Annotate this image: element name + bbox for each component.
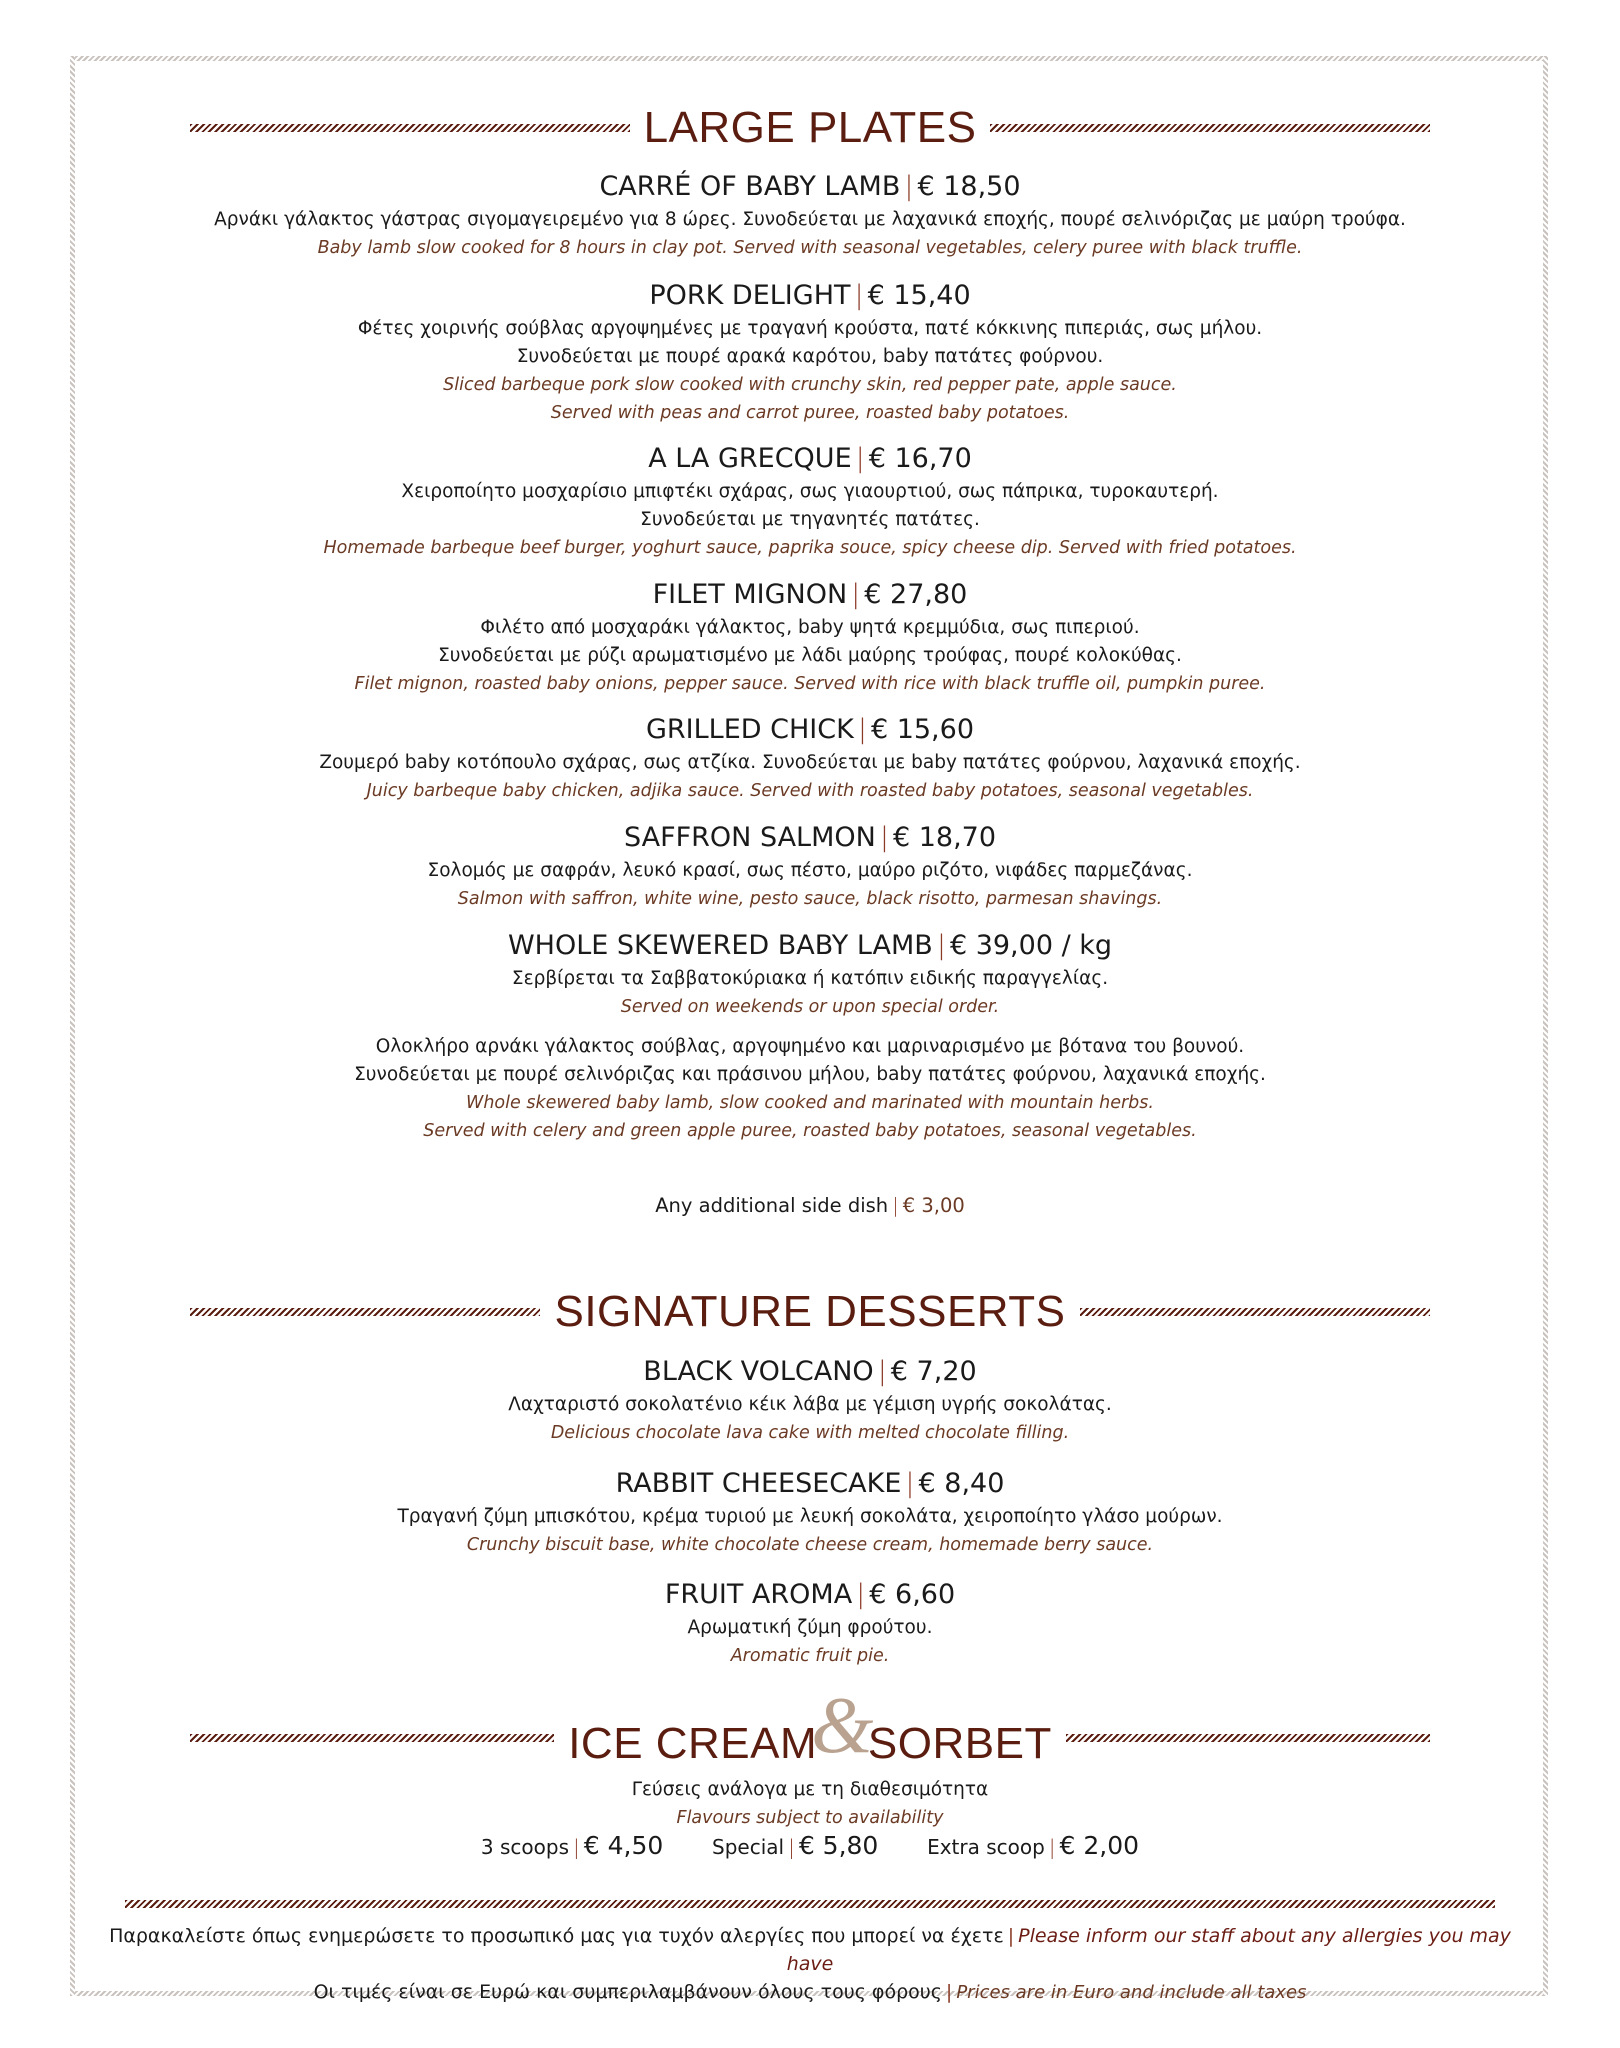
menu-item-fruit-aroma bbox=[160, 1576, 1460, 1670]
description-greek: Ζουμερό baby κοτόπουλο σχάρας, σως ατζίκα. Συνοδεύεται με baby πατάτες φούρνου, λαχανικά εποχής. bbox=[319, 752, 1301, 773]
signature-desserts-header bbox=[190, 1282, 1430, 1342]
separator: | bbox=[857, 714, 867, 745]
section-title-right: SORBET bbox=[867, 1719, 1052, 1768]
item-price: € 16,70 bbox=[868, 443, 972, 474]
item-title bbox=[160, 576, 1460, 614]
item-name: CARRÉ OF BABY LAMB bbox=[599, 171, 901, 202]
description-english: Served with peas and carrot puree, roasted baby potatoes. bbox=[550, 403, 1070, 423]
item-name: RABBIT CHEESECAKE bbox=[615, 1468, 902, 1499]
separator: | bbox=[905, 1468, 915, 1499]
item-price: € 18,70 bbox=[892, 822, 997, 853]
frame-border-right bbox=[1543, 56, 1548, 1996]
description-english: Crunchy biscuit base, white chocolate cheese cream, homemade berry sauce. bbox=[466, 1535, 1154, 1555]
ice-cream-info bbox=[160, 1776, 1460, 1832]
description-english: Juicy barbeque baby chicken, adjika sauce. Served with roasted baby potatoes, seasonal vegetables. bbox=[366, 781, 1254, 801]
description-greek: Σολομός με σαφράν, λευκό κρασί, σως πέστο, μαύρο ριζότο, νιφάδες παρμεζάνας. bbox=[427, 860, 1193, 881]
description-greek: Φέτες χοιρινής σούβλας αργοψημένες με τραγανή κρούστα, πατέ κόκκινης πιπεριάς, σως μήλου. bbox=[357, 318, 1263, 339]
option-price: € 4,50 bbox=[583, 1831, 664, 1860]
footer-allergy-english: Please inform our staff about any allergies you may have bbox=[786, 1925, 1511, 1975]
separator: | bbox=[855, 443, 865, 474]
menu-item-a-la-grecque bbox=[160, 440, 1460, 562]
frame-border-top bbox=[70, 56, 1548, 61]
section-title: SIGNATURE DESSERTS bbox=[554, 1287, 1066, 1336]
menu-item-saffron-salmon bbox=[160, 819, 1460, 913]
description-greek: Συνοδεύεται με πουρέ σελινόριζας και πράσινου μήλου, baby πατάτες φούρνου, λαχανικά εποχής. bbox=[354, 1064, 1266, 1085]
description-greek: Λαχταριστό σοκολατένιο κέικ λάβα με γέμιση υγρής σοκολάτας. bbox=[508, 1394, 1112, 1415]
separator: | bbox=[936, 930, 946, 961]
description-english: Filet mignon, roasted baby onions, pepper sauce. Served with rice with black truffle oil, pumpkin puree. bbox=[354, 674, 1266, 694]
option-label: 3 scoops bbox=[480, 1835, 569, 1859]
description-greek: Γεύσεις ανάλογα με τη διαθεσιμότητα bbox=[631, 1779, 989, 1800]
item-name: SAFFRON SALMON bbox=[623, 822, 876, 853]
description-english: Baby lamb slow cooked for 8 hours in clay pot. Served with seasonal vegetables, celery puree with black truffle. bbox=[317, 238, 1303, 258]
footer-prices-english: Prices are in Euro and include all taxes bbox=[956, 1982, 1307, 2003]
description-english: Aromatic fruit pie. bbox=[730, 1646, 890, 1666]
header-rule-right bbox=[1066, 1734, 1430, 1742]
option-price: € 5,80 bbox=[798, 1831, 879, 1860]
item-price: € 7,20 bbox=[890, 1356, 977, 1387]
description-english: Salmon with saffron, white wine, pesto sauce, black risotto, parmesan shavings. bbox=[457, 889, 1163, 909]
menu-item-grilled-chick bbox=[160, 711, 1460, 805]
item-title bbox=[160, 1465, 1460, 1503]
separator: | bbox=[879, 822, 889, 853]
footer-allergy-line bbox=[100, 1922, 1520, 1978]
item-title bbox=[160, 168, 1460, 206]
description-greek: Αρωματική ζύμη φρούτου. bbox=[687, 1617, 933, 1638]
description-english: Served on weekends or upon special order. bbox=[620, 997, 1000, 1017]
ampersand-ornament: & bbox=[811, 1682, 874, 1770]
side-dish-line bbox=[160, 1191, 1460, 1221]
item-price: € 15,60 bbox=[870, 714, 974, 745]
item-price: € 18,50 bbox=[917, 171, 1021, 202]
item-title bbox=[160, 1353, 1460, 1391]
spacer bbox=[160, 1021, 1460, 1033]
separator: | bbox=[1007, 1925, 1015, 1947]
ice-cream-sorbet-header bbox=[190, 1682, 1430, 1770]
large-plates-header bbox=[190, 98, 1430, 158]
description-greek: Συνοδεύεται με ρύζι αρωματισμένο με λάδι μαύρης τρούφας, πουρέ κολοκύθας. bbox=[438, 645, 1182, 666]
item-price: € 39,00 / kg bbox=[949, 930, 1113, 961]
item-name: PORK DELIGHT bbox=[649, 280, 851, 311]
description-english: Served with celery and green apple puree, roasted baby potatoes, seasonal vegetables. bbox=[423, 1121, 1197, 1141]
item-title bbox=[160, 1576, 1460, 1614]
header-rule-left bbox=[190, 1734, 554, 1742]
footer bbox=[100, 1922, 1520, 2007]
item-title bbox=[160, 277, 1460, 315]
description-english: Flavours subject to availability bbox=[676, 1808, 944, 1828]
description-greek: Τραγανή ζύμη μπισκότου, κρέμα τυριού με λευκή σοκολάτα, χειροποίητο γλάσο μούρων. bbox=[397, 1506, 1223, 1527]
side-dish-label: Any additional side dish bbox=[655, 1194, 889, 1217]
separator: | bbox=[851, 579, 861, 610]
separator: | bbox=[877, 1356, 887, 1387]
option-label: Special bbox=[712, 1835, 785, 1859]
section-title-left: ICE CREAM bbox=[568, 1719, 818, 1768]
item-price: € 27,80 bbox=[864, 579, 968, 610]
separator: | bbox=[945, 1981, 953, 2003]
item-title bbox=[160, 440, 1460, 478]
option-price: € 2,00 bbox=[1059, 1831, 1140, 1860]
footer-prices-line bbox=[100, 1978, 1520, 2007]
description-greek: Συνοδεύεται με τηγανητές πατάτες. bbox=[640, 509, 980, 530]
item-price: € 6,60 bbox=[869, 1579, 956, 1610]
description-greek: Ολοκλήρο αρνάκι γάλακτος σούβλας, αργοψημένο και μαριναρισμένο με βότανα του βουνού. bbox=[375, 1036, 1245, 1057]
separator: | bbox=[892, 1194, 899, 1217]
description-english: Sliced barbeque pork slow cooked with crunchy skin, red pepper pate, apple sauce. bbox=[443, 375, 1177, 395]
item-name: FRUIT AROMA bbox=[664, 1579, 853, 1610]
section-title bbox=[554, 1682, 1066, 1774]
footer-allergy-greek: Παρακαλείστε όπως ενημερώσετε το προσωπικό μας για τυχόν αλεργίες που μπορεί να έχετε bbox=[109, 1925, 1004, 1947]
menu-item-rabbit-cheesecake bbox=[160, 1465, 1460, 1559]
menu-item-black-volcano bbox=[160, 1353, 1460, 1447]
item-name: A LA GRECQUE bbox=[648, 443, 852, 474]
section-title: LARGE PLATES bbox=[643, 103, 977, 152]
menu-item-carre-of-baby-lamb bbox=[160, 168, 1460, 262]
header-rule-left bbox=[190, 124, 630, 132]
menu-item-whole-skewered-baby-lamb bbox=[160, 927, 1460, 1145]
description-greek: Φιλέτο από μοσχαράκι γάλακτος, baby ψητά κρεμμύδια, σως πιπεριού. bbox=[480, 617, 1140, 638]
item-title bbox=[160, 927, 1460, 965]
item-title bbox=[160, 711, 1460, 749]
item-name: WHOLE SKEWERED BABY LAMB bbox=[507, 930, 933, 961]
side-dish-price: € 3,00 bbox=[902, 1194, 965, 1217]
menu-item-pork-delight bbox=[160, 277, 1460, 427]
separator: | bbox=[856, 1579, 866, 1610]
item-name: BLACK VOLCANO bbox=[643, 1356, 874, 1387]
description-english: Homemade barbeque beef burger, yoghurt sauce, paprika souce, spicy cheese dip. Served with fried potatoes. bbox=[323, 538, 1297, 558]
description-english: Delicious chocolate lava cake with melted chocolate filling. bbox=[550, 1423, 1070, 1443]
description-greek: Συνοδεύεται με πουρέ αρακά καρότου, baby πατάτες φούρνου. bbox=[516, 346, 1104, 367]
item-title bbox=[160, 819, 1460, 857]
ice-cream-prices bbox=[160, 1828, 1460, 1865]
frame-border-left bbox=[70, 56, 75, 1996]
menu-item-filet-mignon bbox=[160, 576, 1460, 698]
footer-rule bbox=[125, 1900, 1495, 1908]
separator: | bbox=[854, 280, 864, 311]
description-greek: Αρνάκι γάλακτος γάστρας σιγομαγειρεμένο για 8 ώρες. Συνοδεύεται με λαχανικά εποχής, πουρέ σελινόριζας με μαύρη τρούφα. bbox=[214, 209, 1406, 230]
header-rule-right bbox=[1080, 1308, 1430, 1316]
item-name: GRILLED CHICK bbox=[645, 714, 854, 745]
item-name: FILET MIGNON bbox=[652, 579, 848, 610]
item-price: € 15,40 bbox=[867, 280, 971, 311]
header-rule-right bbox=[990, 124, 1430, 132]
item-price: € 8,40 bbox=[918, 1468, 1005, 1499]
description-english: Whole skewered baby lamb, slow cooked and marinated with mountain herbs. bbox=[466, 1093, 1154, 1113]
description-greek: Σερβίρεται τα Σαββατοκύριακα ή κατόπιν ειδικής παραγγελίας. bbox=[511, 968, 1109, 989]
separator: | bbox=[904, 171, 914, 202]
option-label: Extra scoop bbox=[927, 1835, 1045, 1859]
header-rule-left bbox=[190, 1308, 540, 1316]
footer-prices-greek: Οι τιμές είναι σε Ευρώ και συμπεριλαμβάνουν όλους τους φόρους bbox=[313, 1981, 942, 2003]
separator: | bbox=[1048, 1835, 1056, 1859]
separator: | bbox=[573, 1835, 580, 1859]
separator: | bbox=[788, 1835, 795, 1859]
description-greek: Χειροποίητο μοσχαρίσιο μπιφτέκι σχάρας, σως γιαουρτιού, σως πάπρικα, τυροκαυτερή. bbox=[401, 481, 1219, 502]
